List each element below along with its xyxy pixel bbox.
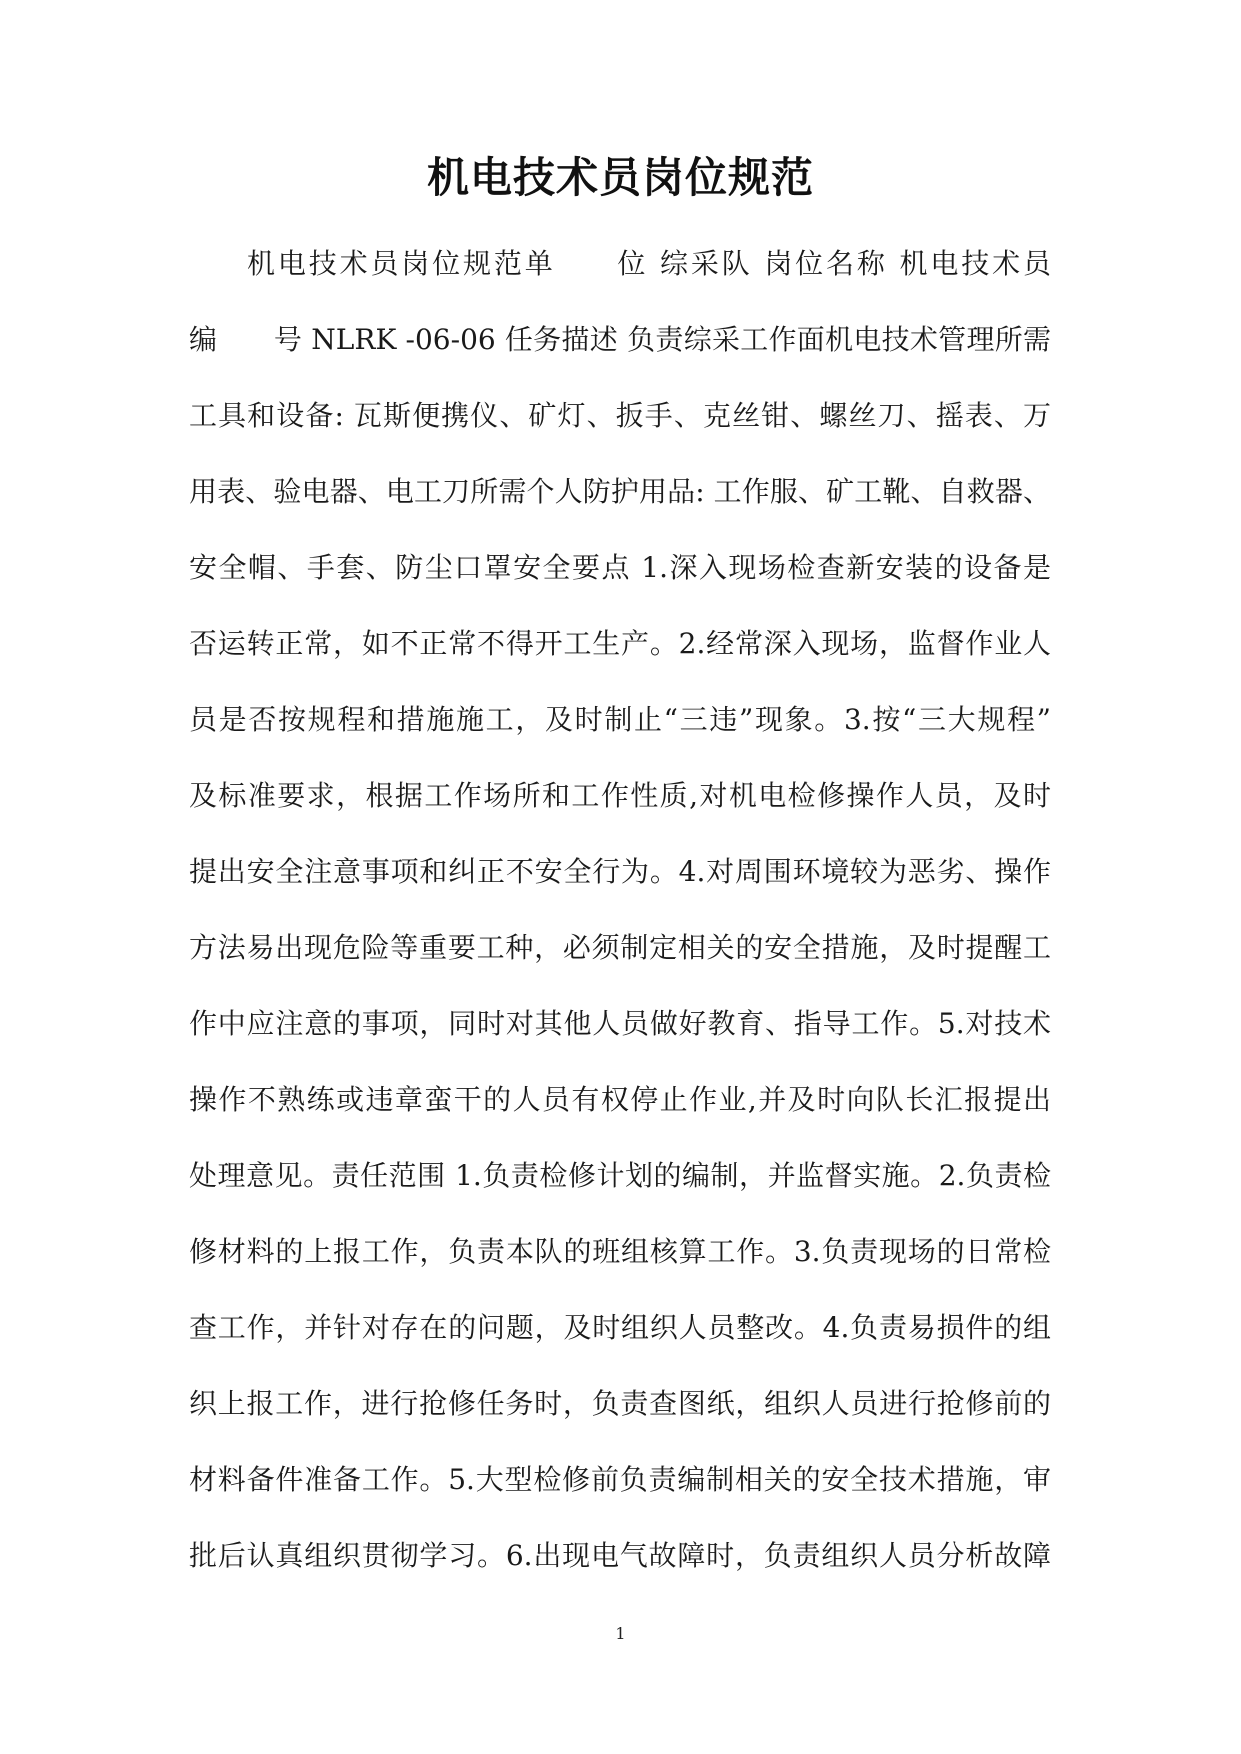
document-title: 机电技术员岗位规范 — [426, 153, 814, 202]
body-line: 处理意见。责任范围 1.负责检修计划的编制，并监督实施。2.负责检 — [189, 1159, 1051, 1192]
body-line: 织上报工作，进行抢修任务时，负责查图纸，组织人员进行抢修前的 — [189, 1387, 1051, 1420]
body-line: 用表、验电器、电工刀所需个人防护用品: 工作服、矿工靴、自救器、 — [189, 475, 1051, 508]
body-line: 查工作，并针对存在的问题，及时组织人员整改。4.负责易损件的组 — [189, 1311, 1051, 1344]
body-line: 修材料的上报工作，负责本队的班组核算工作。3.负责现场的日常检 — [189, 1235, 1051, 1268]
body-line: 方法易出现危险等重要工种，必须制定相关的安全措施，及时提醒工 — [189, 931, 1051, 964]
body-line: 编 号 NLRK -06-06 任务描述 负责综采工作面机电技术管理所需 — [189, 323, 1051, 356]
body-line: 否运转正常，如不正常不得开工生产。2.经常深入现场，监督作业人 — [189, 627, 1051, 660]
body-line: 机电技术员岗位规范单 位 综采队 岗位名称 机电技术员 — [247, 247, 1051, 280]
body-line: 安全帽、手套、防尘口罩安全要点 1.深入现场检查新安装的设备是 — [189, 551, 1051, 584]
body-line: 操作不熟练或违章蛮干的人员有权停止作业,并及时向队长汇报提出 — [189, 1083, 1051, 1116]
body-line: 提出安全注意事项和纠正不安全行为。4.对周围环境较为恶劣、操作 — [189, 855, 1051, 888]
body-line: 材料备件准备工作。5.大型检修前负责编制相关的安全技术措施，审 — [189, 1463, 1051, 1496]
body-line: 批后认真组织贯彻学习。6.出现电气故障时，负责组织人员分析故障 — [189, 1539, 1051, 1572]
body-line: 作中应注意的事项，同时对其他人员做好教育、指导工作。5.对技术 — [189, 1007, 1051, 1040]
body-line: 员是否按规程和措施施工，及时制止“三违”现象。3.按“三大规程” — [189, 703, 1051, 736]
body-line: 工具和设备: 瓦斯便携仪、矿灯、扳手、克丝钳、螺丝刀、摇表、万 — [189, 399, 1051, 432]
page-number: 1 — [615, 1624, 626, 1643]
body-line: 及标准要求，根据工作场所和工作性质,对机电检修操作人员，及时 — [189, 779, 1051, 812]
document-body — [189, 226, 1051, 1594]
